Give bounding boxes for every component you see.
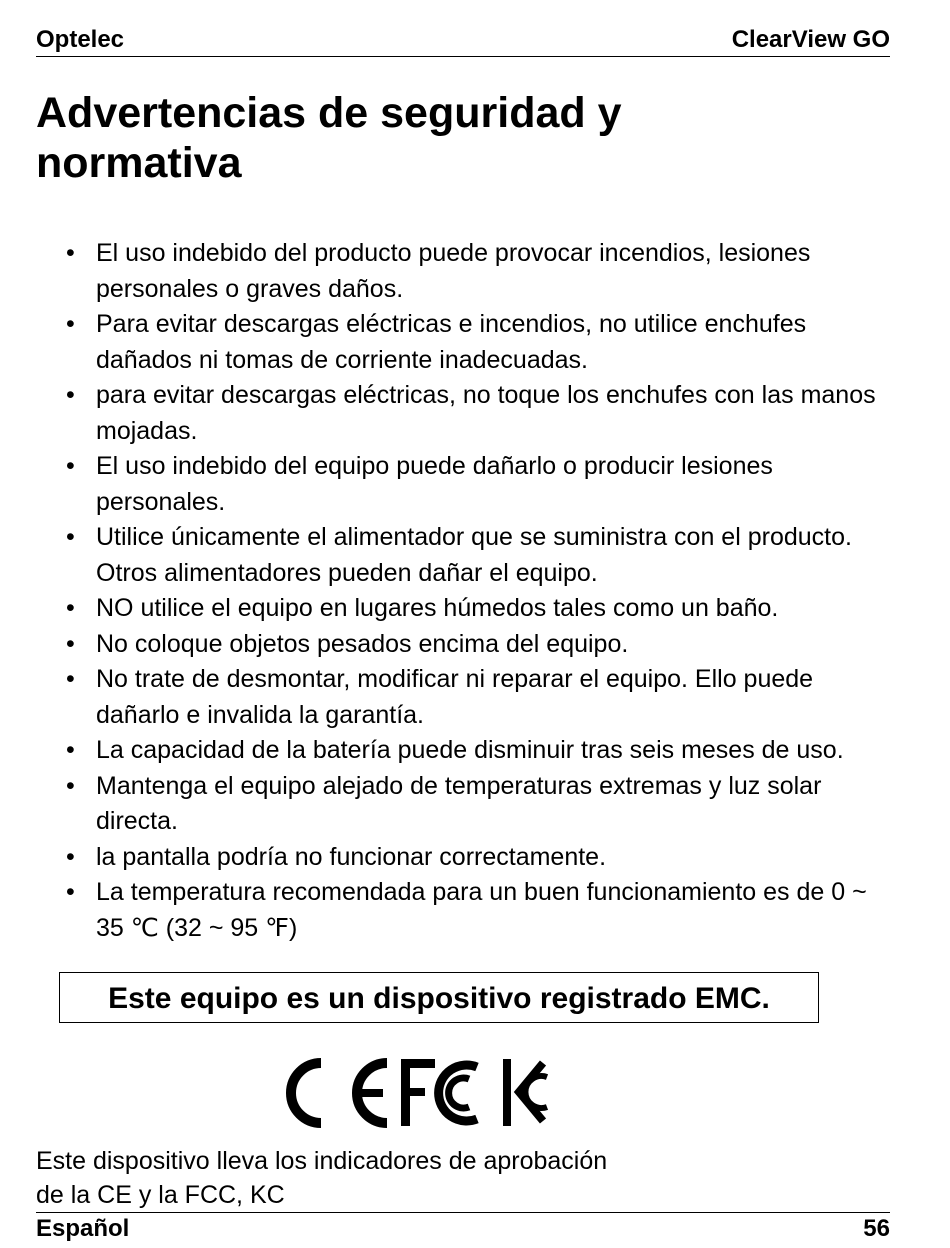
emc-notice: Este equipo es un dispositivo registrado EMC.: [59, 972, 819, 1023]
list-item: • No coloque objetos pesados encima del equipo.: [96, 627, 896, 663]
list-item: • No trate de desmontar, modificar ni reparar el equipo. Ello puede dañarlo e invalida la garantía.: [96, 662, 896, 733]
page-title: Advertencias de seguridad y normativa: [36, 89, 622, 187]
page-footer: [36, 1212, 890, 1247]
ce-mark-icon: [291, 1063, 387, 1123]
list-item: • Para evitar descargas eléctricas e incendios, no utilice enchufes dañados ni tomas de corriente inadecuadas.: [96, 307, 896, 378]
list-item: • NO utilice el equipo en lugares húmedos tales como un baño.: [96, 591, 896, 627]
page-header: [36, 24, 890, 57]
list-item: • Utilice únicamente el alimentador que se suministra con el producto. Otros alimentadores pueden dañar el equipo.: [96, 520, 896, 591]
list-item: • El uso indebido del producto puede provocar incendios, lesiones personales o graves daños.: [96, 236, 896, 307]
list-item: • La capacidad de la batería puede disminuir tras seis meses de uso.: [96, 733, 896, 769]
fcc-mark-icon: [401, 1059, 477, 1126]
safety-warnings-list: [96, 236, 896, 946]
page-number: 56: [863, 1215, 890, 1242]
list-item: • El uso indebido del equipo puede dañarlo o producir lesiones personales.: [96, 449, 896, 520]
list-item: • La temperatura recomendada para un buen funcionamiento es de 0 ~ 35 ℃ (32 ~ 95 ℉): [96, 875, 896, 946]
approval-text-line: de la CE y la FCC, KC: [36, 1181, 285, 1209]
header-brand: Optelec: [36, 26, 125, 53]
approval-text: [36, 1144, 696, 1212]
approval-text-line: Este dispositivo lleva los indicadores de aprobación: [36, 1147, 608, 1175]
list-item: • para evitar descargas eléctricas, no toque los enchufes con las manos mojadas.: [96, 378, 896, 449]
header-product: ClearView GO: [731, 26, 890, 53]
list-item: • Mantenga el equipo alejado de temperaturas extremas y luz solar directa.: [96, 769, 896, 840]
certification-marks: [285, 1055, 555, 1130]
kc-mark-icon: [503, 1059, 547, 1126]
footer-language: Español: [36, 1215, 130, 1242]
list-item: • la pantalla podría no funcionar correctamente.: [96, 840, 896, 876]
